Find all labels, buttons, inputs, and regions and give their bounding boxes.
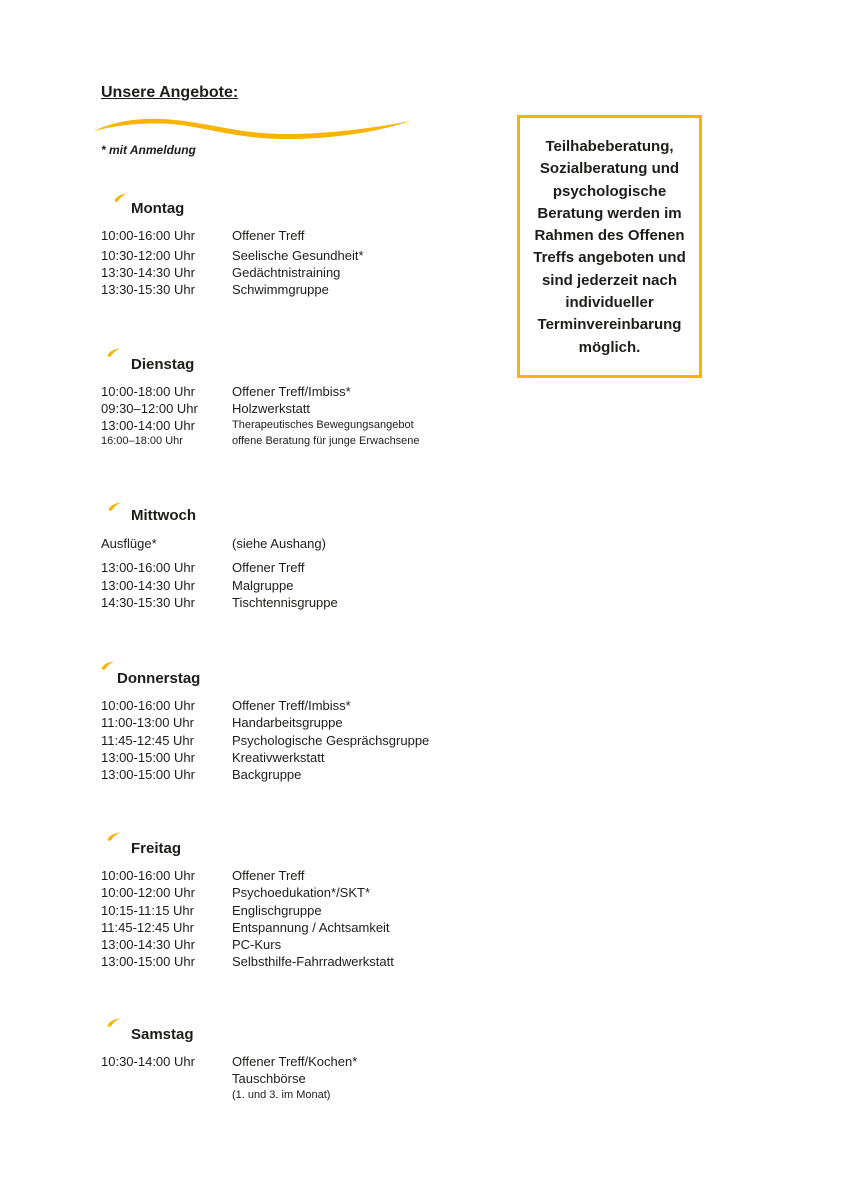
- day-heading: Freitag: [131, 840, 182, 857]
- day-heading: Samstag: [131, 1026, 194, 1043]
- entry-time: 10:00-12:00 Uhr: [101, 885, 195, 900]
- entry-activity: PC-Kurs: [232, 937, 282, 952]
- entry-time: 13:00-14:30 Uhr: [101, 937, 195, 952]
- entry-activity: offene Beratung für junge Erwachsene: [232, 435, 420, 447]
- entry-activity: Offener Treff: [232, 868, 305, 883]
- entry-activity: Offener Treff: [232, 560, 305, 575]
- info-line: Sozialberatung und: [539, 160, 680, 178]
- entry-time: 11:00-13:00 Uhr: [101, 715, 194, 730]
- entry-time: 13:00-16:00 Uhr: [101, 560, 195, 575]
- entry-activity: Backgruppe: [232, 767, 302, 782]
- entry-time: 10:00-16:00 Uhr: [101, 228, 195, 243]
- entry-time: 10:00-16:00 Uhr: [101, 698, 195, 713]
- entry-time: 10:30-14:00 Uhr: [101, 1054, 195, 1069]
- info-line: Teilhabeberatung,: [545, 138, 674, 155]
- swoosh-icon: [107, 832, 121, 841]
- entry-activity-extra: Tauschbörse: [232, 1071, 306, 1086]
- info-line: psychologische: [552, 182, 667, 200]
- entry-time: 13:00-15:00 Uhr: [101, 767, 195, 782]
- entry-activity: Selbsthilfe-Fahrradwerkstatt: [232, 954, 394, 969]
- swoosh-icon: [101, 661, 115, 670]
- entry-time: 16:00–18:00 Uhr: [101, 435, 183, 447]
- info-line: möglich.: [578, 338, 641, 356]
- entry-activity: Holzwerkstatt: [232, 401, 311, 416]
- entry-note: (1. und 3. im Monat): [232, 1089, 331, 1101]
- entry-time: 11:45-12:45 Uhr: [101, 920, 194, 935]
- entry-time: 13:30-14:30 Uhr: [101, 265, 195, 280]
- entry-activity: Offener Treff/Kochen*: [232, 1054, 358, 1069]
- entry-time: 09:30–12:00 Uhr: [101, 401, 198, 416]
- entry-activity: (siehe Aushang): [232, 536, 326, 551]
- entry-time: 10:00-16:00 Uhr: [101, 868, 195, 883]
- info-line: Terminvereinbarung: [537, 316, 682, 334]
- swoosh-icon: [107, 1018, 121, 1027]
- day-heading: Dienstag: [131, 356, 195, 373]
- entry-time: 10:00-18:00 Uhr: [101, 384, 195, 399]
- entry-time: 13:00-14:00 Uhr: [101, 418, 195, 433]
- entry-time: 13:30-15:30 Uhr: [101, 282, 195, 297]
- info-line: Rahmen des Offenen: [534, 227, 685, 245]
- info-line: Beratung werden im: [537, 204, 682, 222]
- entry-activity: Seelische Gesundheit*: [232, 248, 364, 263]
- entry-time: 10:15-11:15 Uhr: [101, 903, 194, 918]
- entry-activity: Offener Treff: [232, 228, 305, 243]
- entry-time: 13:00-15:00 Uhr: [101, 954, 195, 969]
- info-box: [517, 115, 702, 378]
- entry-activity: Malgruppe: [232, 578, 294, 593]
- registration-note: * mit Anmeldung: [101, 143, 196, 157]
- entry-activity: Handarbeitsgruppe: [232, 715, 343, 730]
- info-line: sind jederzeit nach: [541, 271, 678, 289]
- swoosh-divider: [90, 112, 415, 142]
- entry-time: 14:30-15:30 Uhr: [101, 595, 195, 610]
- entry-activity: Gedächtnistraining: [232, 265, 341, 280]
- entry-activity: Therapeutisches Bewegungsangebot: [232, 419, 414, 431]
- day-heading: Mittwoch: [131, 507, 196, 524]
- swoosh-icon: [108, 502, 122, 511]
- swoosh-icon: [114, 193, 128, 202]
- info-line: Treffs angeboten und: [533, 249, 686, 267]
- entry-activity: Psychoedukation*/SKT*: [232, 885, 371, 900]
- swoosh-icon: [107, 348, 121, 357]
- entry-activity: Schwimmgruppe: [232, 282, 329, 297]
- entry-activity: Kreativwerkstatt: [232, 750, 325, 765]
- day-heading: Donnerstag: [117, 670, 201, 687]
- entry-activity: Psychologische Gesprächsgruppe: [232, 733, 430, 748]
- entry-time: 11:45-12:45 Uhr: [101, 733, 194, 748]
- entry-time: 13:00-14:30 Uhr: [101, 578, 195, 593]
- entry-activity: Offener Treff/Imbiss*: [232, 698, 351, 713]
- entry-activity: Entspannung / Achtsamkeit: [232, 920, 390, 935]
- page-title: Unsere Angebote:: [101, 84, 239, 101]
- entry-time: 13:00-15:00 Uhr: [101, 750, 195, 765]
- entry-activity: Englischgruppe: [232, 903, 322, 918]
- entry-time: Ausflüge*: [101, 536, 157, 551]
- entry-activity: Offener Treff/Imbiss*: [232, 384, 351, 399]
- day-heading: Montag: [131, 200, 185, 217]
- entry-time: 10:30-12:00 Uhr: [101, 248, 195, 263]
- entry-activity: Tischtennisgruppe: [232, 595, 338, 610]
- info-line: individueller: [565, 294, 654, 312]
